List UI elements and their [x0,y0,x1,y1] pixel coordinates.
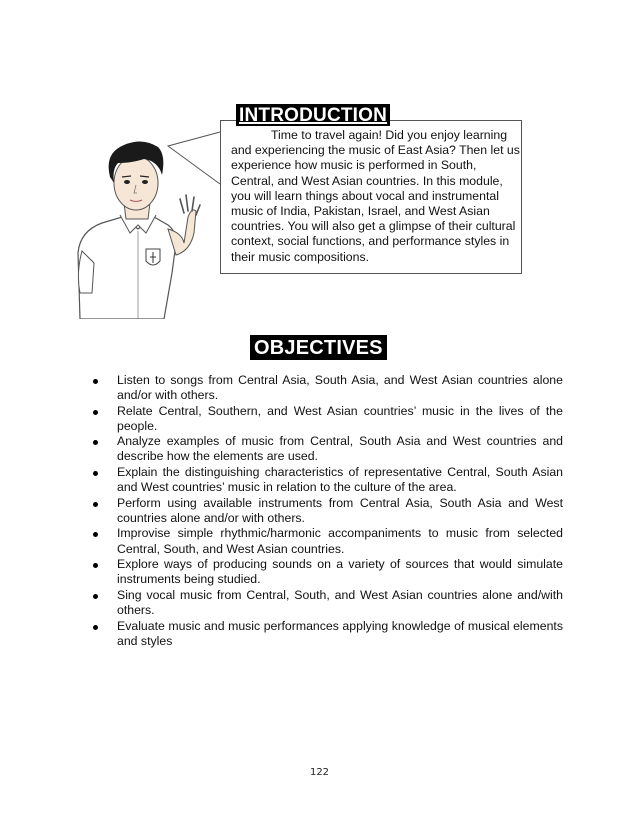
objective-item [93,404,563,434]
objective-item [93,526,563,556]
bullet-icon [93,379,98,384]
objective-item [93,465,563,495]
bullet-icon [93,410,98,415]
objective-text: Analyze examples of music from Central, South Asia and West countries and describe how the elements are used. [117,434,563,464]
objective-text: Explain the distinguishing characteristics of representative Central, South Asian and West countries’ music in relation to the culture of the area. [117,465,563,495]
bullet-icon [93,502,98,507]
objective-item [93,434,563,464]
objectives-list [93,373,563,649]
objective-text: Improvise simple rhythmic/harmonic accompaniments to music from selected Central, South, and West Asian countries. [117,526,563,556]
objective-item [93,496,563,526]
bullet-icon [93,563,98,568]
page-number: 122 [309,767,330,778]
introduction-text: Time to travel again! Did you enjoy learning and experiencing the music of East Asia? Then let us experience how music is performed in South, Central, and West Asian countries. In this module, you will learn things about vocal and instrumental music of India, Pakistan, Israel, and West Asian countries. You will also get a glimpse of their cultural context, social functions, and performance styles in their music compositions. [231,128,520,264]
bullet-icon [93,440,98,445]
bullet-icon [93,471,98,476]
objective-item [93,619,563,649]
objective-item [93,588,563,618]
objective-text: Relate Central, Southern, and West Asian countries’ music in the lives of the people. [117,403,563,433]
objective-text: Listen to songs from Central Asia, South Asia, and West Asian countries alone and/or with others. [117,373,563,403]
objective-text: Explore ways of producing sounds on a variety of sources that would simulate instruments being studied. [117,557,563,587]
objective-text: Evaluate music and music performances applying knowledge of musical elements and styles [117,618,563,648]
objective-item [93,557,563,587]
objectives-heading: OBJECTIVES [250,335,387,360]
bullet-icon [93,625,98,630]
bullet-icon [93,594,98,599]
objective-text: Sing vocal music from Central, South, and West Asian countries alone and/with others. [117,587,563,617]
objective-text: Perform using available instruments from Central Asia, South Asia and West countries alone and/or with others. [117,495,563,525]
bullet-icon [93,532,98,537]
introduction-heading: INTRODUCTION [236,104,390,126]
objective-item [93,373,563,403]
